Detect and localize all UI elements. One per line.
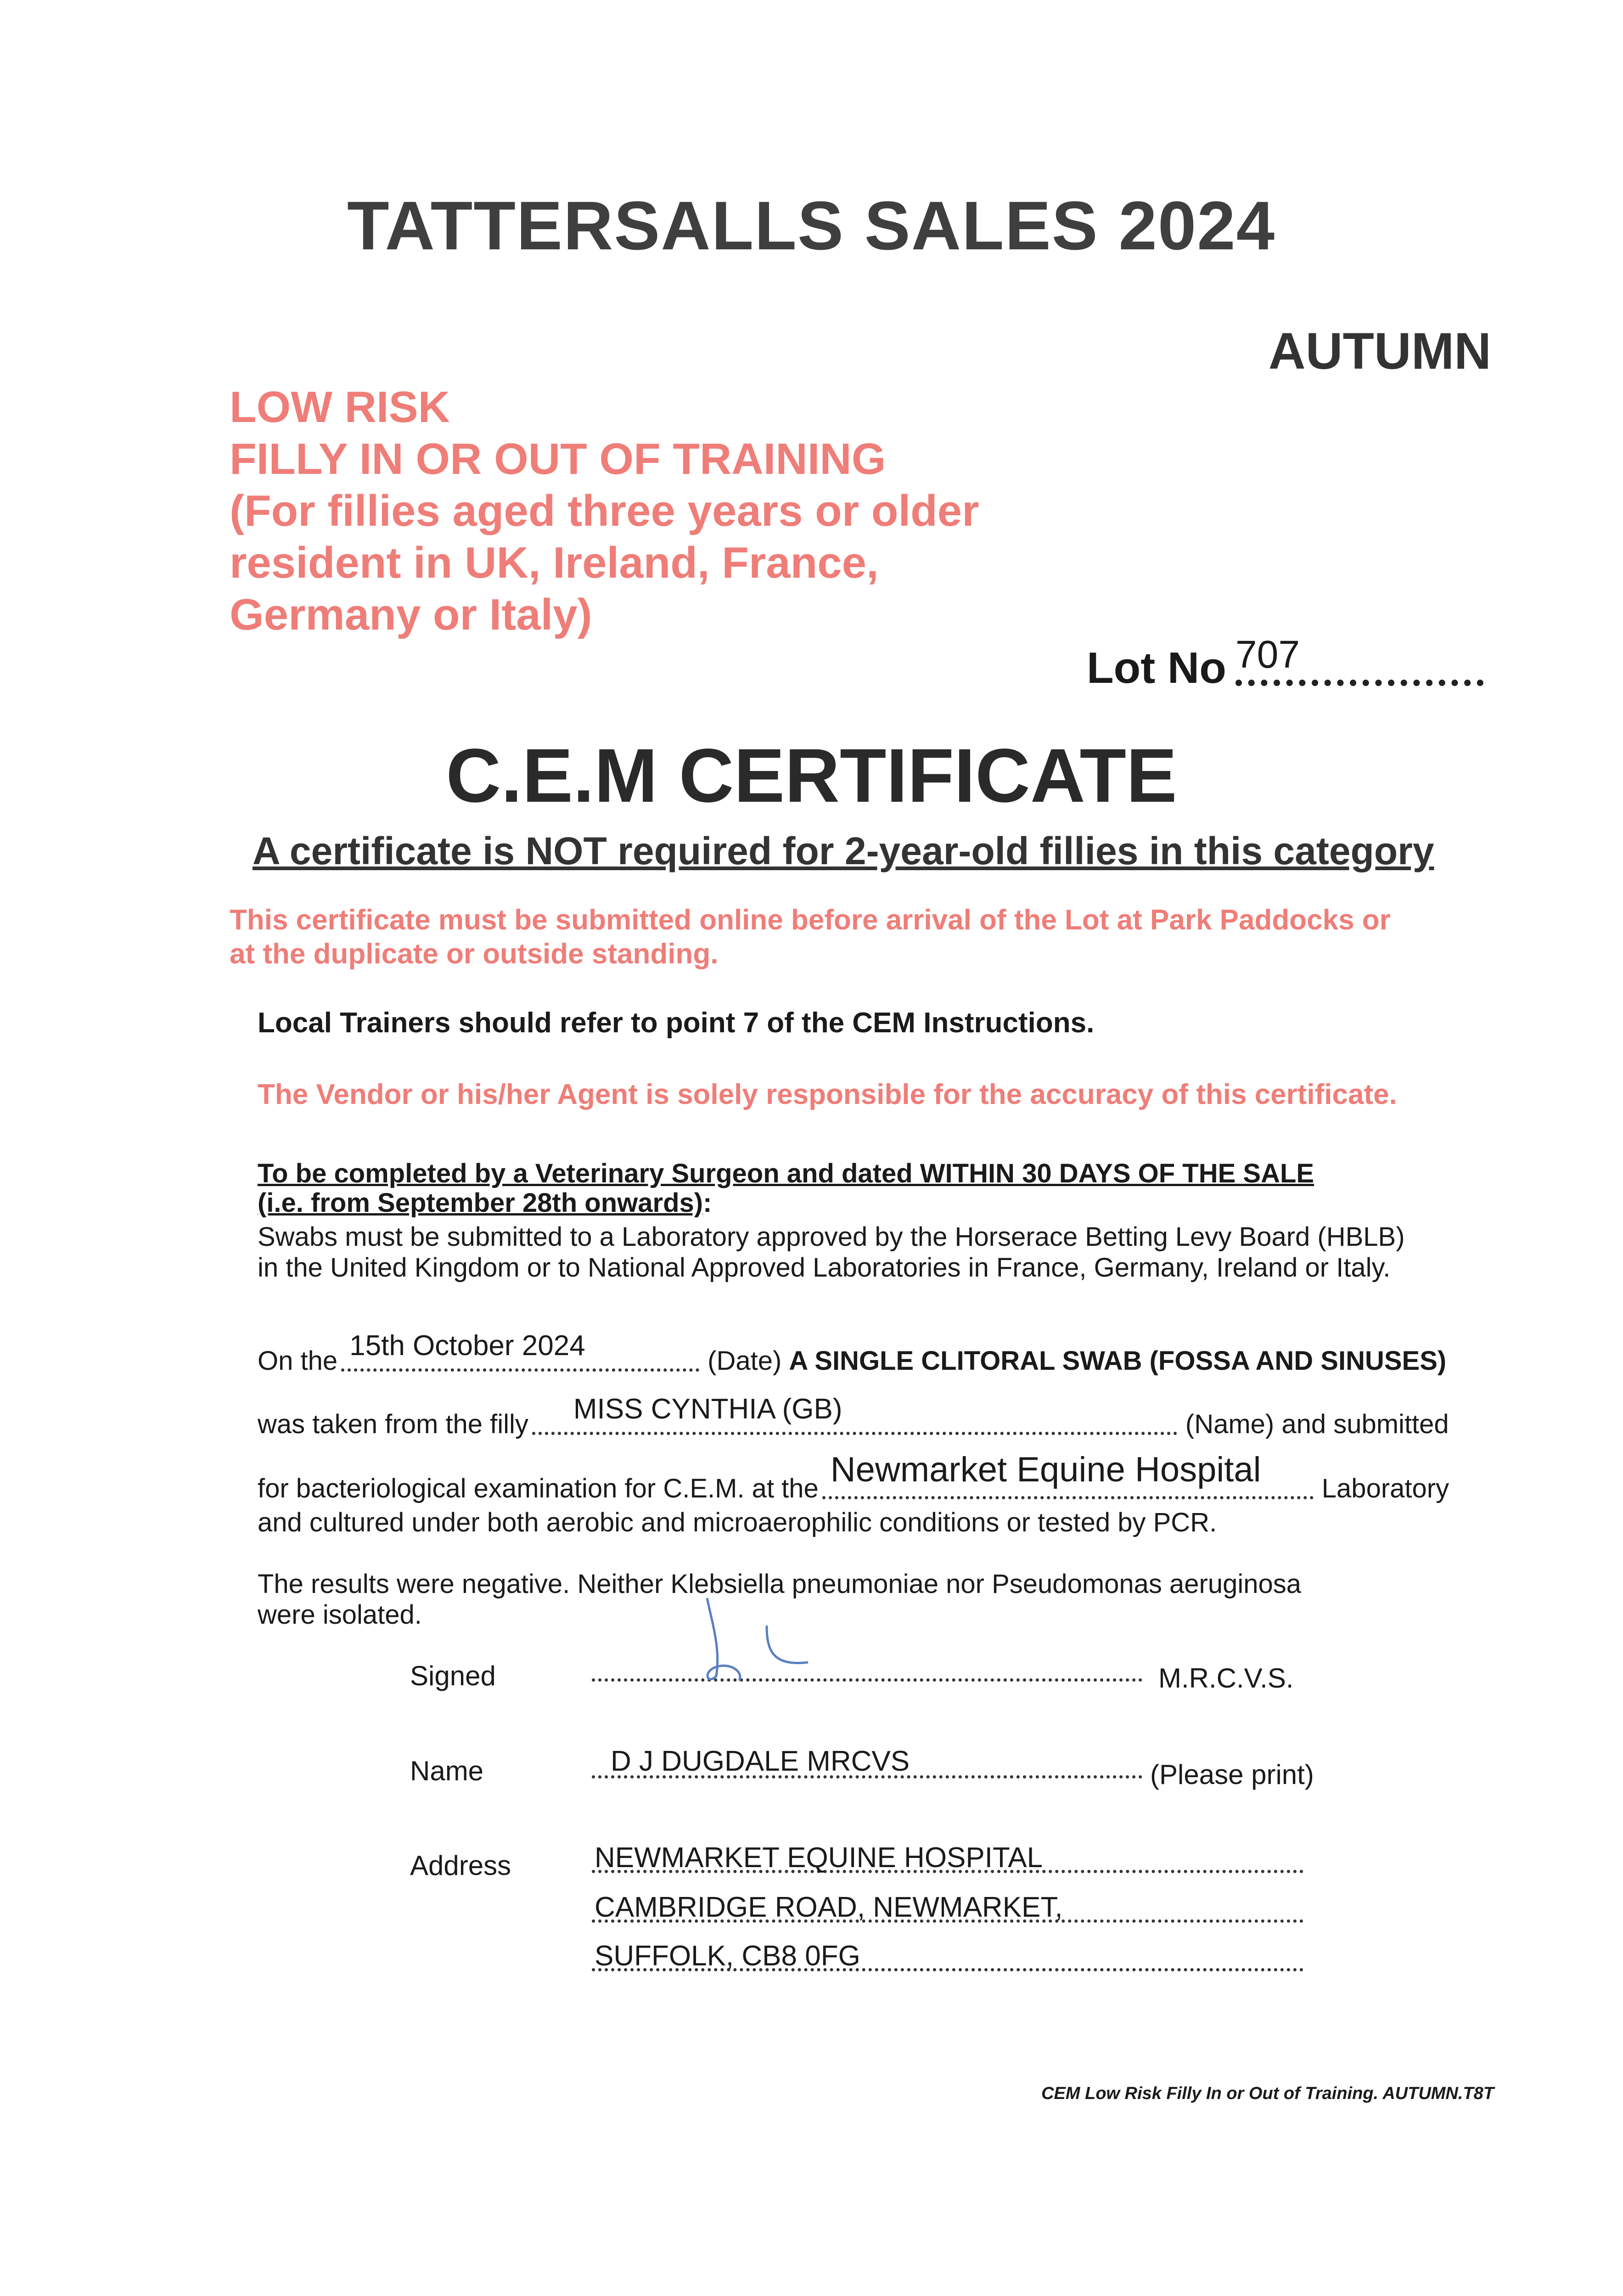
footer-reference: CEM Low Risk Filly In or Out of Training. AUTUMN.T8T [1041, 2084, 1494, 2103]
address-line: CAMBRIDGE ROAD, NEWMARKET, [595, 1891, 1063, 1923]
category-line: resident in UK, Ireland, France, [230, 538, 879, 587]
laboratory-field[interactable] [822, 1450, 1314, 1499]
taken-from-label: was taken from the filly [258, 1409, 528, 1439]
please-print-label: (Please print) [1150, 1759, 1314, 1790]
signature-field[interactable] [592, 1678, 1142, 1682]
not-required-notice: A certificate is NOT required for 2-year-old fillies in this category [253, 829, 1434, 872]
address-line: NEWMARKET EQUINE HOSPITAL [595, 1842, 1043, 1874]
colon: : [703, 1188, 712, 1218]
date-label: (Date) [708, 1346, 782, 1376]
results-text: The results were negative. Neither Klebsiella pneumoniae nor Pseudomonas aeruginosa [258, 1569, 1302, 1599]
vendor-notice: The Vendor or his/her Agent is solely responsible for the accuracy of this certificate. [258, 1079, 1397, 1110]
handwritten-signature [698, 1593, 817, 1694]
certificate-title: C.E.M CERTIFICATE [446, 733, 1177, 818]
lot-number [1087, 633, 1483, 693]
name-label: (Name) and submitted [1185, 1409, 1449, 1439]
category-line: (For fillies aged three years or older [230, 486, 979, 535]
mrcvs-label: M.R.C.V.S. [1158, 1663, 1294, 1694]
date-range: (i.e. from September 28th onwards) [258, 1188, 703, 1218]
address-line: SUFFOLK, CB8 0FG [595, 1940, 860, 1972]
results-text: were isolated. [258, 1600, 422, 1630]
lot-value: 707 [1235, 633, 1300, 676]
laboratory-label: Laboratory [1321, 1474, 1449, 1503]
cultured-text: and cultured under both aerobic and microaerophilic conditions or tested by PCR. [258, 1508, 1217, 1537]
filly-name-field[interactable] [532, 1393, 1177, 1435]
sale-name: AUTUMN [1268, 322, 1491, 380]
instructions-heading: To be completed by a Veterinary Surgeon and dated WITHIN 30 DAYS OF THE SALE [258, 1159, 1314, 1188]
instructions-heading-2 [258, 1187, 712, 1218]
laboratory-row [258, 1450, 1449, 1504]
laboratory-value: Newmarket Equine Hospital [830, 1450, 1261, 1489]
swabs-text: in the United Kingdom or to National Approved Laboratories in France, Germany, Ireland or Italy. [258, 1253, 1391, 1283]
filly-name-value: MISS CYNTHIA (GB) [573, 1393, 842, 1425]
vet-name-value: D J DUGDALE MRCVS [611, 1745, 910, 1777]
category-line: Germany or Italy) [230, 590, 592, 639]
date-field[interactable] [341, 1330, 699, 1372]
signed-label: Signed [410, 1660, 496, 1691]
document-title: TATTERSALLS SALES 2024 [347, 187, 1276, 264]
date-value: 15th October 2024 [349, 1330, 585, 1362]
address-label: Address [410, 1850, 511, 1881]
on-the-label: On the [258, 1346, 338, 1376]
category-line: LOW RISK [230, 383, 450, 432]
lot-label: Lot No [1087, 643, 1226, 692]
local-trainers-note: Local Trainers should refer to point 7 of the CEM Instructions. [258, 1007, 1095, 1039]
category-line: FILLY IN OR OUT OF TRAINING [230, 434, 886, 484]
lot-field[interactable] [1235, 633, 1483, 686]
name-label: Name [410, 1756, 484, 1786]
swab-text: A SINGLE CLITORAL SWAB (FOSSA AND SINUSES) [789, 1346, 1447, 1376]
swabs-text: Swabs must be submitted to a Laboratory approved by the Horserace Betting Levy Board (HBLB) [258, 1222, 1405, 1252]
submit-notice: This certificate must be submitted online before arrival of the Lot at Park Paddocks or [230, 904, 1391, 936]
date-row [258, 1330, 1447, 1376]
filly-row [258, 1393, 1449, 1440]
submit-notice: at the duplicate or outside standing. [230, 938, 719, 970]
bacterio-label: for bacteriological examination for C.E.M. at the [258, 1474, 819, 1503]
